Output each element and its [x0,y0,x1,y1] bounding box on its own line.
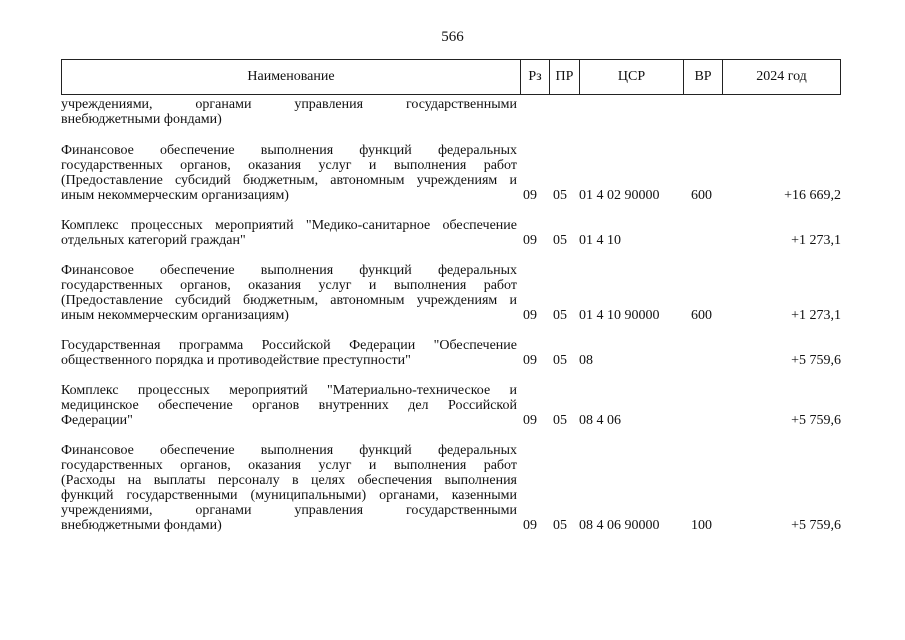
header-vr: ВР [683,60,722,94]
table-row [61,218,841,248]
header-name: Наименование [247,69,335,84]
row-name-line: (Предоставление субсидий бюджетным, автономным учреждениям и [61,293,517,308]
row-csr: 08 4 06 90000 [579,518,660,533]
row-name [61,338,517,368]
row-name-line: отдельных категорий граждан" [61,233,246,248]
row-pr: 05 [553,233,567,248]
row-amount: +5 759,6 [791,518,841,533]
row-name-line: внебюджетными фондами) [61,518,222,533]
row-csr: 01 4 02 90000 [579,188,660,203]
row-name [61,143,517,203]
row-amount: +5 759,6 [791,353,841,368]
row-name-line: общественного порядка и противодействие преступности" [61,353,411,368]
header-pr: ПР [549,60,579,94]
row-amount: +5 759,6 [791,413,841,428]
row-name-line: государственных органов, оказания услуг и выполнения работ [61,278,517,293]
page-number: 566 [441,29,464,45]
row-vr: 100 [691,518,712,533]
row-csr: 01 4 10 [579,233,621,248]
header-csr: ЦСР [579,60,683,94]
row-name-line: учреждениями, органами управления государственными [61,503,517,518]
table-body [61,97,841,533]
row-name-line: Финансовое обеспечение выполнения функций федеральных [61,263,517,278]
row-name-line: Финансовое обеспечение выполнения функций федеральных [61,143,517,158]
header-year: 2024 год [722,60,840,94]
row-rz: 09 [523,413,537,428]
row-pr: 05 [553,518,567,533]
row-name-line: учреждениями, органами управления государственными [61,97,517,112]
row-amount: +1 273,1 [791,233,841,248]
row-rz: 09 [523,308,537,323]
row-pr: 05 [553,413,567,428]
row-csr: 08 [579,353,593,368]
row-amount: +16 669,2 [784,188,841,203]
row-name-line: Комплекс процессных мероприятий "Материально-техническое и [61,383,517,398]
row-name-line: Государственная программа Российской Федерации "Обеспечение [61,338,517,353]
row-name-line: (Расходы на выплаты персоналу в целях обеспечения выполнения [61,473,517,488]
row-name [61,263,517,323]
row-name [61,218,517,248]
table-row [61,263,841,323]
row-name-line: государственных органов, оказания услуг и выполнения работ [61,458,517,473]
row-pr: 05 [553,308,567,323]
row-rz: 09 [523,353,537,368]
row-name-line: Финансовое обеспечение выполнения функций федеральных [61,443,517,458]
row-name-line: Комплекс процессных мероприятий "Медико-санитарное обеспечение [61,218,517,233]
row-name-line: медицинское обеспечение органов внутренних дел Российской [61,398,517,413]
row-rz: 09 [523,518,537,533]
row-name-line: функций государственными (муниципальными) органами, казенными [61,488,517,503]
row-name [61,383,517,428]
row-name-line: иным некоммерческим организациям) [61,308,289,323]
row-rz: 09 [523,188,537,203]
row-vr: 600 [691,308,712,323]
table-row [61,97,841,127]
header-rz: Рз [520,60,549,94]
row-name-line: (Предоставление субсидий бюджетным, автономным учреждениям и [61,173,517,188]
table-row [61,443,841,533]
row-name-line: государственных органов, оказания услуг и выполнения работ [61,158,517,173]
row-name [61,443,517,533]
row-vr: 600 [691,188,712,203]
row-name [61,97,517,127]
row-csr: 08 4 06 [579,413,621,428]
row-rz: 09 [523,233,537,248]
row-name-line: внебюджетными фондами) [61,112,222,127]
row-pr: 05 [553,188,567,203]
table-row [61,383,841,428]
row-name-line: иным некоммерческим организациям) [61,188,289,203]
row-csr: 01 4 10 90000 [579,308,660,323]
table-row [61,143,841,203]
table-header [61,59,841,95]
row-amount: +1 273,1 [791,308,841,323]
row-name-line: Федерации" [61,413,133,428]
row-pr: 05 [553,353,567,368]
table-row [61,338,841,368]
